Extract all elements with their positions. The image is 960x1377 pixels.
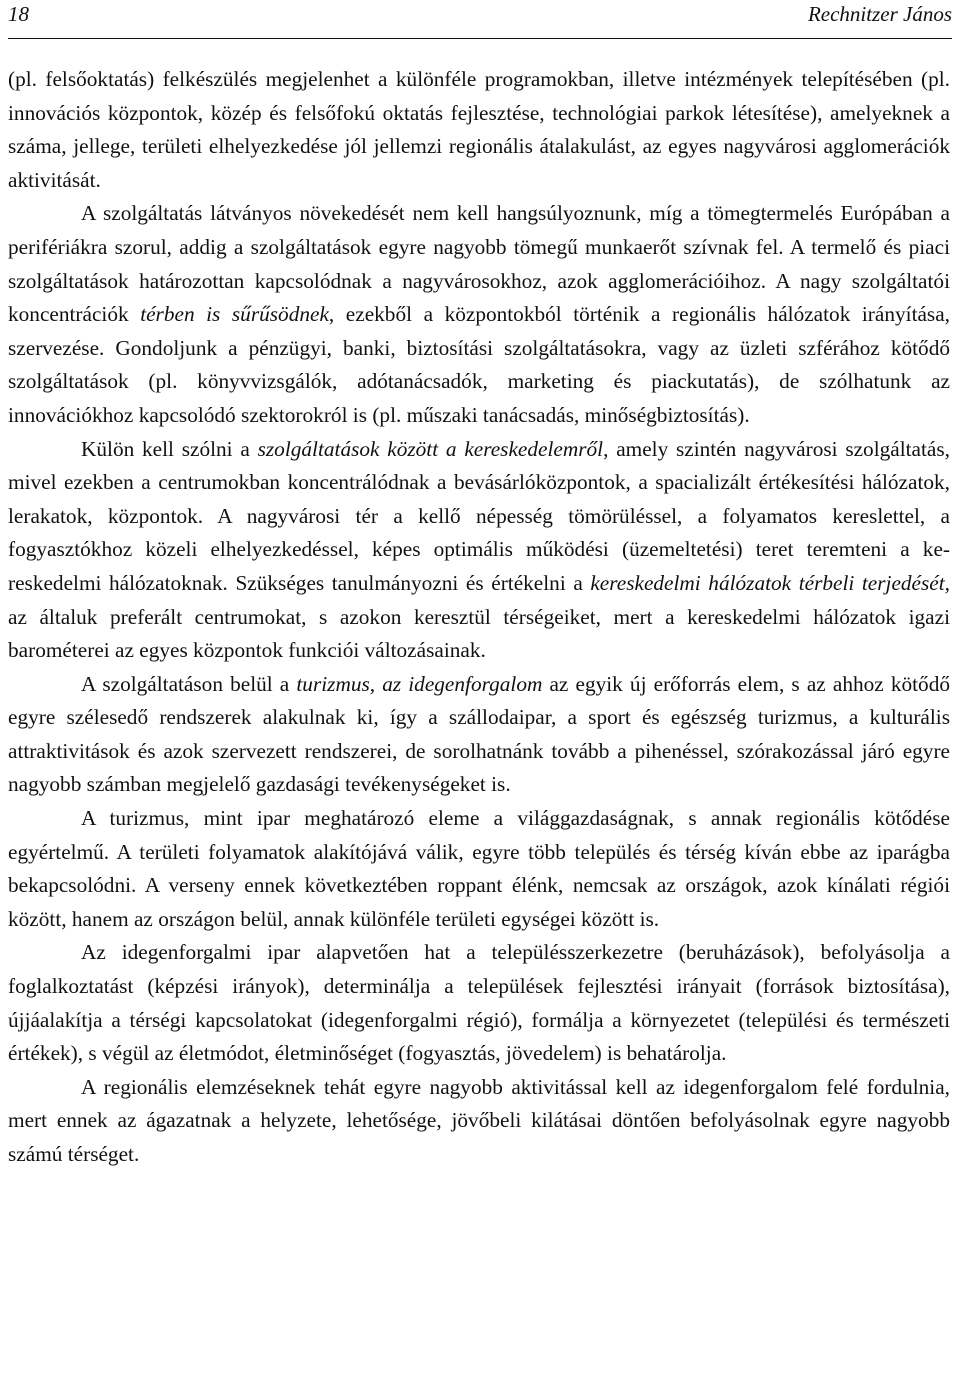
text-run: A turizmus, mint ipar meghatározó eleme a világgazdaságnak, s annak regionális kötődése egyértelmű. A területi folyamatok alakítójává válik, egyre több település és térség kíván ebbe az iparágba bekapcsolódni. A verseny ennek következtében roppant élénk, nemcsak az országok, azok kínálati régiói között, hanem az országon belül, annak különféle területi egységei között is. <box>8 806 950 931</box>
text-run: A regionális elemzéseknek tehát egyre nagyobb aktivitással kell az idegenforgalom felé fordulnia, mert ennek az ágazatnak a helyzete, lehetősége, jövőbeli kilátásai döntően befolyásolnak egyre nagyobb számú térséget. <box>8 1074 950 1166</box>
text-run: Az idegenforgalmi ipar alapvetően hat a településszerkezetre (beruházások), befolyásolja a foglalkoztatást (képzési irányok), determinálja a települések fejlesztési irányait (források biztosítása), újjáalakítja a térségi kapcsolatokat (idegenforgalmi régió), formálja a környezetet (települési és természeti értékek), s végül az életmódot, életminőséget (fogyasztás, jövedelem) is behatárolja. <box>8 940 950 1066</box>
page-number: 18 <box>8 2 29 26</box>
paragraph <box>8 802 950 936</box>
paragraph <box>8 1071 950 1172</box>
italic-phrase: térben is sűrűsödnek <box>140 302 329 327</box>
body-text <box>8 63 950 1172</box>
text-run: az egyik új erőforrás elem, s az ahhoz kötődő egyre szélesedő rendszerek alakulnak ki, így a szállodaipar, a sport és egészség turizmus, a kulturális attraktivitások és azok szervezett rendszerei, de sorolhatnánk tovább a pihenéssel, szórakozással járó egyre nagyobb számban megjelelő gazdasági tevékenységeket is. <box>8 671 951 797</box>
text-run: , amely szintén nagyvárosi szolgáltatás, mivel ezekben a centrumokban koncentrálódnak a bevásárlóközpontok, a spacializált értékesítési hálózatok, lerakatok, központok. A nagyvárosi tér a kellő népesség tömörüléssel, a folyamatos kereslettel, a fogyasztókhoz közeli elhelyezkedéssel, képes optimális működési (üzemeltetési) teret teremteni a kereskedelmi hálózatoknak. Szükséges tanulmányozni és értékelni a <box>8 436 950 595</box>
italic-phrase: szolgáltatások között a kereskedelemről <box>257 436 604 461</box>
paragraph <box>8 63 950 197</box>
paragraph <box>8 197 950 432</box>
italic-phrase: kereskedelmi hálózatok térbeli terjedését <box>590 570 945 595</box>
text-run: Külön kell szólni a <box>81 436 258 461</box>
paragraph <box>8 936 950 1070</box>
running-header-author: Rechnitzer János <box>807 2 952 26</box>
text-run: , az általuk preferált centrumokat, s azokon keresztül térségeiket, mert a kereskedelmi hálózatok igazi barométerei az egyes központok funkciói változásainak. <box>8 570 950 663</box>
running-header <box>8 2 952 32</box>
header-rule <box>8 38 952 39</box>
text-run: A szolgáltatáson belül a <box>81 671 297 696</box>
italic-phrase: turizmus, az idegenforgalom <box>296 671 543 696</box>
text-run: , ezekből a központokból történik a regionális hálózatok irányítása, szervezése. Gondoljunk a pénzügyi, banki, biztosítási szolgáltatásokra, vagy az üzleti szférához kötődő szolgáltatások (pl. könyvvizsgálók, adótanácsadók, marketing és piackutatás), de szólhatunk az innovációkhoz kapcsolódó szektorokról is (pl. műszaki tanácsadás, minőségbiztosítás). <box>8 302 950 427</box>
text-run: (pl. felsőoktatás) felkészülés megjelenhet a különféle programokban, illetve intézmények telepítésében (pl. innovációs központok, közép és felsőfokú oktatás fejlesztése, technológiai parkok létesítése), amelyeknek a száma, jellege, területi elhelyezkedése jól jellemzi regionális átalakulást, az egyes nagyvárosi agglomerációk aktivitását. <box>8 67 950 192</box>
text-run: A szolgáltatás látványos növekedését nem kell hangsúlyoznunk, míg a tömegtermelés Európában a perifériákra szorul, addig a szolgáltatások egyre nagyobb tömegű munkaerőt szívnak fel. A termelő és piaci szolgáltatások határozottan kapcsolódnak a nagyvárosokhoz, azok agglomerációihoz. A nagy szolgáltatói koncentrációk <box>8 201 950 327</box>
paragraph <box>8 668 950 802</box>
paragraph <box>8 433 950 668</box>
